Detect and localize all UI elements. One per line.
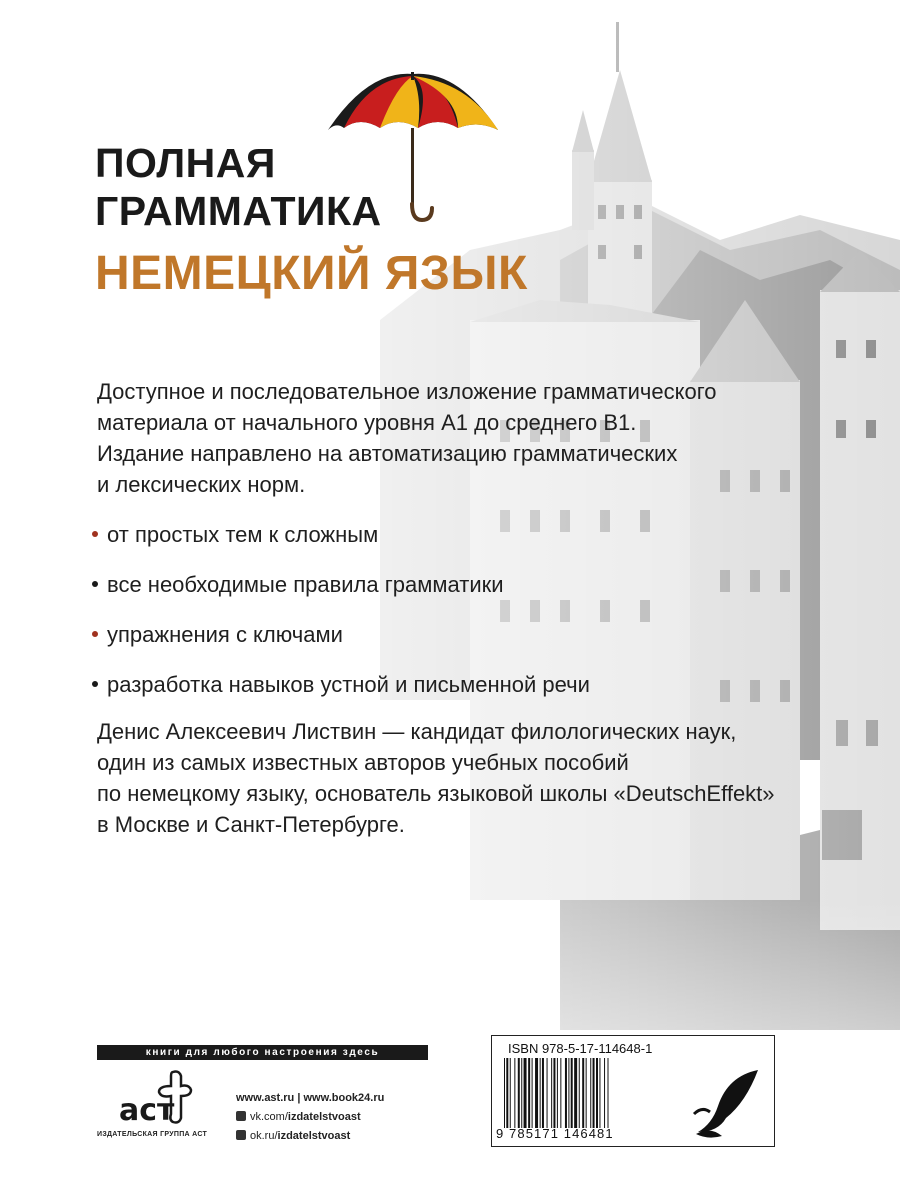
list-item	[92, 572, 504, 598]
bullet-dot-icon	[92, 531, 98, 537]
publisher-tagline: книги для любого настроения здесь	[97, 1045, 428, 1060]
ast-logo-text: аст	[119, 1093, 175, 1128]
quill-logo-icon	[688, 1066, 766, 1140]
list-item	[92, 522, 378, 548]
vk-handle: izdatelstvoast	[287, 1111, 361, 1123]
author-paragraph	[97, 716, 797, 840]
barcode-bar	[574, 1058, 577, 1128]
list-item-text: от простых тем к сложным	[107, 522, 379, 547]
barcode-bar	[504, 1058, 505, 1128]
barcode-bar	[560, 1058, 561, 1128]
ok-link[interactable]	[236, 1127, 384, 1146]
ok-prefix: ok.ru/	[250, 1130, 278, 1142]
barcode-bar	[547, 1058, 548, 1128]
vk-prefix: vk.com/	[250, 1111, 288, 1123]
author-line: один из самых известных авторов учебных пособий	[97, 750, 629, 775]
barcode-bar	[557, 1058, 558, 1128]
isbn-box	[491, 1035, 775, 1147]
barcode-bar	[608, 1058, 609, 1128]
barcode-bar	[599, 1058, 600, 1128]
title-line-1: ПОЛНАЯ	[95, 140, 276, 186]
list-item	[92, 672, 590, 698]
author-line: Денис Алексеевич Листвин — кандидат филологических наук,	[97, 719, 737, 744]
publisher-group-name: ИЗДАТЕЛЬСКАЯ ГРУППА АСТ	[97, 1131, 208, 1138]
isbn-label: ISBN 978-5-17-114648-1	[508, 1041, 653, 1056]
publisher-links	[236, 1089, 384, 1146]
website-links[interactable]: www.ast.ru | www.book24.ru	[236, 1092, 385, 1104]
vk-link[interactable]	[236, 1108, 384, 1127]
ok-handle: izdatelstvoast	[277, 1130, 351, 1142]
barcode-bar	[586, 1058, 587, 1128]
barcode-bar	[568, 1058, 569, 1128]
intro-line: Издание направлено на автоматизацию грамматических	[97, 441, 678, 466]
barcode-bar	[528, 1058, 530, 1128]
barcode-bar	[506, 1058, 508, 1128]
author-line: по немецкому языку, основатель языковой школы «DeutschEffekt»	[97, 781, 775, 806]
barcode-bar	[593, 1058, 595, 1128]
bullet-dot-icon	[92, 681, 98, 687]
list-item-text: все необходимые правила грамматики	[107, 572, 504, 597]
intro-paragraph	[97, 376, 797, 500]
barcode-bar	[521, 1058, 522, 1128]
intro-line: и лексических норм.	[97, 472, 306, 497]
barcode-bar	[571, 1058, 573, 1128]
barcode-bar	[518, 1058, 520, 1128]
barcode-bar	[553, 1058, 555, 1128]
barcode-bar	[551, 1058, 552, 1128]
barcode-bar	[590, 1058, 591, 1128]
vk-icon	[236, 1111, 246, 1121]
bullet-dot-icon	[92, 581, 98, 587]
ok-icon	[236, 1130, 246, 1140]
barcode-bar	[540, 1058, 541, 1128]
barcode	[504, 1058, 682, 1128]
barcode-bar	[532, 1058, 533, 1128]
list-item	[92, 622, 343, 648]
barcode-bar	[604, 1058, 605, 1128]
barcode-bar	[542, 1058, 544, 1128]
barcode-bar	[524, 1058, 527, 1128]
list-item-text: упражнения с ключами	[107, 622, 343, 647]
barcode-digits: 9 785171 146481	[496, 1126, 614, 1141]
barcode-bar	[510, 1058, 511, 1128]
list-item-text: разработка навыков устной и письменной речи	[107, 672, 590, 697]
ast-logo	[115, 1068, 205, 1128]
barcode-bar	[514, 1058, 515, 1128]
barcode-bar	[579, 1058, 580, 1128]
bullet-dot-icon	[92, 631, 98, 637]
barcode-bar	[565, 1058, 567, 1128]
subtitle: НЕМЕЦКИЙ ЯЗЫК	[95, 247, 528, 300]
title-line-2: ГРАММАТИКА	[95, 188, 382, 234]
intro-line: Доступное и последовательное изложение грамматического	[97, 379, 717, 404]
barcode-bar	[596, 1058, 598, 1128]
intro-line: материала от начального уровня А1 до среднего В1.	[97, 410, 637, 435]
barcode-bar	[582, 1058, 584, 1128]
barcode-bar	[535, 1058, 538, 1128]
author-line: в Москве и Санкт-Петербурге.	[97, 812, 405, 837]
